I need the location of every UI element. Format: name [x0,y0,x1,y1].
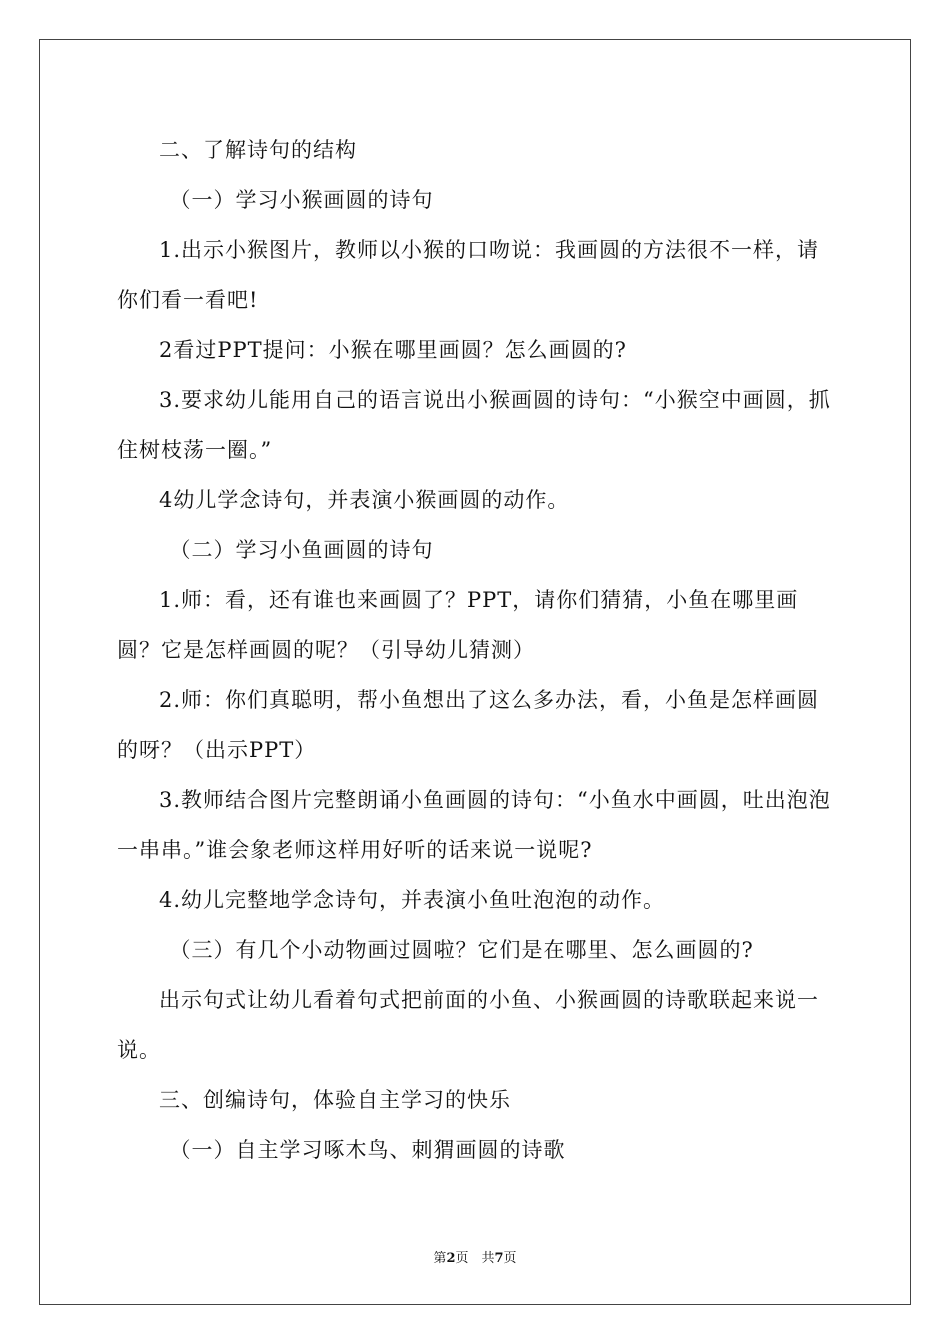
paragraph: 4幼儿学念诗句，并表演小猴画圆的动作。 [159,488,570,512]
page-number-total: 7 [494,1251,504,1266]
document-body [117,125,837,1175]
subheading-fish: （二）学习小鱼画圆的诗句 [169,538,434,562]
footer-suffix: 页 [503,1251,517,1266]
footer-prefix: 第 [433,1251,447,1266]
paragraph: 3.教师结合图片完整朗诵小鱼画圆的诗句：“小鱼水中画圆，吐出泡泡一串串。”谁会象老师这样用好听的话来说一说呢? [117,788,831,862]
paragraph: 1.出示小猴图片，教师以小猴的口吻说：我画圆的方法很不一样，请你们看一看吧! [117,238,820,312]
paragraph: 3.要求幼儿能用自己的语言说出小猴画圆的诗句：“小猴空中画圆，抓住树枝荡一圈。” [117,388,831,462]
footer-mid: 页 共 [455,1251,495,1266]
heading-section-3: 三、创编诗句，体验自主学习的快乐 [159,1088,511,1112]
subheading-woodpecker: （一）自主学习啄木鸟、刺猬画圆的诗歌 [169,1138,566,1162]
paragraph: 4.幼儿完整地学念诗句，并表演小鱼吐泡泡的动作。 [159,888,666,912]
paragraph: 2看过PPT提问：小猴在哪里画圆？怎么画圆的? [159,338,627,362]
paragraph: 2.师：你们真聪明，帮小鱼想出了这么多办法，看，小鱼是怎样画圆的呀？（出示PPT） [117,688,820,762]
page-number-current: 2 [446,1251,456,1266]
paragraph: 1.师：看，还有谁也来画圆了？PPT，请你们猜猜，小鱼在哪里画圆？它是怎样画圆的呢？（引导幼儿猜测） [117,588,799,662]
paragraph: 出示句式让幼儿看着句式把前面的小鱼、小猴画圆的诗歌联起来说一说。 [117,988,819,1062]
subheading-monkey: （一）学习小猴画圆的诗句 [169,188,434,212]
subheading-how-many: （三）有几个小动物画过圆啦？它们是在哪里、怎么画圆的? [169,938,754,962]
page-footer [0,1247,950,1266]
heading-section-2: 二、了解诗句的结构 [159,138,357,162]
